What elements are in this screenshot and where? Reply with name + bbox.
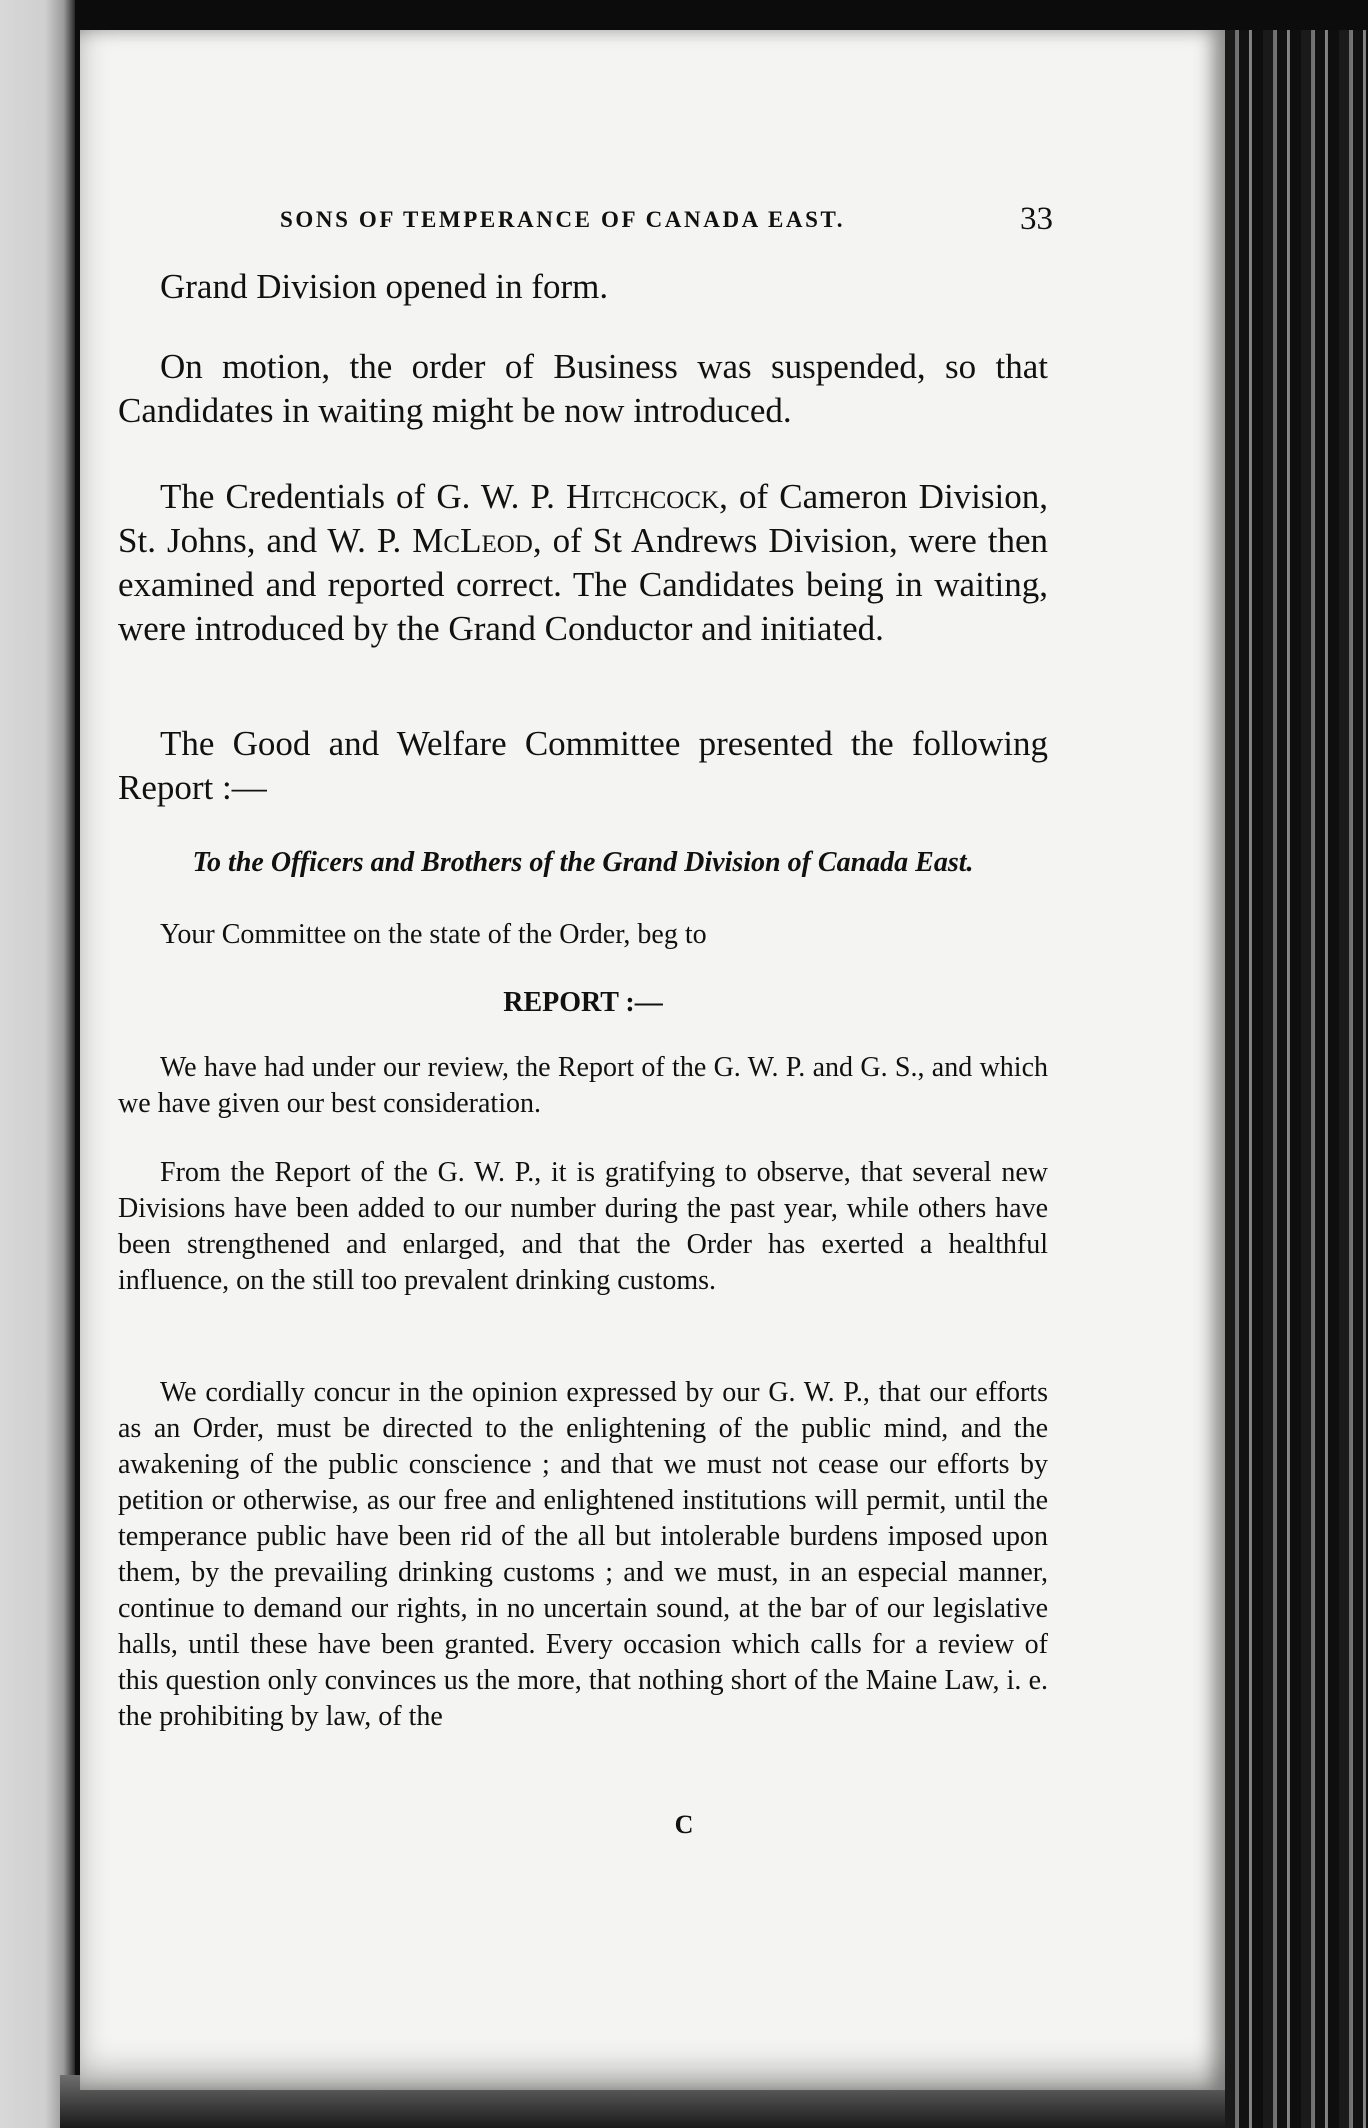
report-paragraph-gratifying: From the Report of the G. W. P., it is gratifying to observe, that several new Divisions have been added to our number during the past year, while others have been strengthened and enlarged, and that the Order has exerted a healthful influence, on the still too prevalent drinking customs. (118, 1157, 1048, 1296)
paragraph-committee: The Good and Welfare Committee presented the following Report :— (118, 724, 1048, 807)
credentials-text-end: , of St Andrews Division, were then examined and reported correct. The Candidates being in waiting, were introduced by the Grand Conductor and initiated. (118, 521, 1048, 648)
page-number: 33 (1020, 201, 1053, 237)
name-hitchcock: Hitchcock (566, 477, 720, 516)
paragraph-motion: On motion, the order of Business was suspended, so that Candidates in waiting might be now introduced. (118, 347, 1048, 430)
running-title: SONS OF TEMPERANCE OF CANADA EAST. (280, 207, 846, 232)
page-header (280, 201, 1060, 247)
signature-mark: C (674, 1810, 694, 1839)
report-heading: REPORT :— (503, 987, 663, 1018)
credentials-text-start: The Credentials of G. W. P. (160, 477, 567, 516)
report-paragraph-review: We have had under our review, the Report of the G. W. P. and G. S., and which we have given our best consideration. (118, 1052, 1048, 1119)
name-mcleod: McLeod (412, 521, 533, 560)
left-page-edge (0, 0, 75, 2128)
paragraph-opened: Grand Division opened in form. (160, 267, 609, 306)
report-salutation: To the Officers and Brothers of the Grand Division of Canada East. (192, 847, 974, 878)
report-intro: Your Committee on the state of the Order, beg to (160, 919, 707, 950)
report-paragraph-concur: We cordially concur in the opinion expressed by our G. W. P., that our efforts as an Order, must be directed to the enlightening of the public mind, and the awakening of the public conscience ; and that we must not cease our efforts by petition or otherwise, as our free and enlightened institutions will permit, until the temperance public have been rid of the all but intolerable burdens imposed upon them, by the prevailing drinking customs ; and we must, in an especial manner, continue to demand our rights, in no uncertain sound, at the bar of our legislative halls, until these have been granted. Every occasion which calls for a review of this question only convinces us the more, that nothing short of the Maine Law, i. e. the prohibiting by law, of the (118, 1377, 1048, 1732)
paragraph-credentials (118, 475, 1048, 651)
credentials-text-mid: , of Cameron Division, St. Johns, and W. P. (118, 477, 1048, 560)
